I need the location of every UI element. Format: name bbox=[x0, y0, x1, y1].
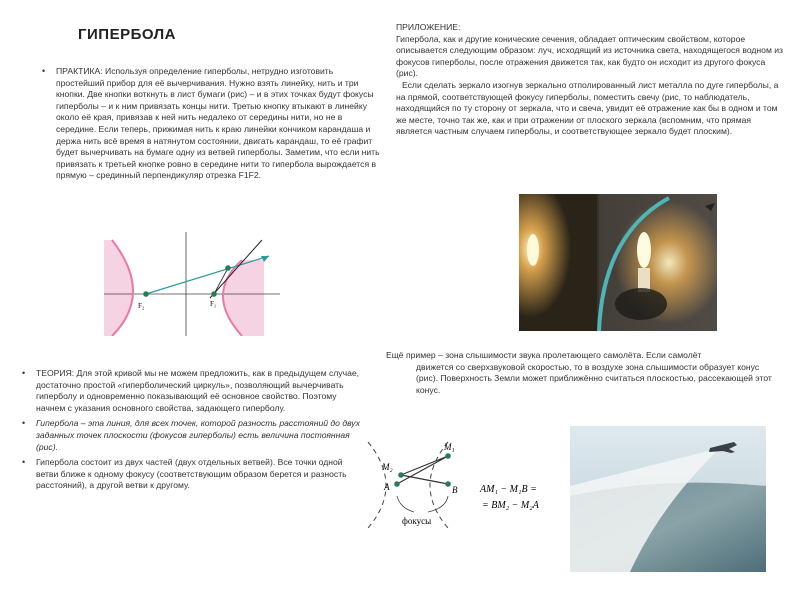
theory-item-3 bbox=[22, 457, 362, 492]
practice-text: ПРАКТИКА: Используя определение гиперболы, нетрудно изготовить простейший прибор для её вычерчивания. Нужно взять линейку, нить и три кнопки. Две кнопки воткнуть в лист бумаги (рис) – и в этих точках будут фокусы гиперболы – и к ним привязать концы нити. Третью кнопку втыкают в линейку около её края, привязав к ней нить недалеко от середины нити, но не в середине. Если теперь, прижимая нить к краю линейки кончиком карандаша и держа нить всё время в натянутом состоянии, двигать карандаш, то её графит будет вычерчивать на бумаге одну из ветвей гиперболы. Заметим, что если нить привязать к третьей кнопке ровно в середине нити то гипербола вырождается в прямую – срединный перпендикуляр отрезка F1F2. bbox=[56, 66, 380, 181]
theory-item-1 bbox=[22, 368, 362, 414]
bullet-icon: • bbox=[42, 66, 46, 76]
appendix-block bbox=[396, 22, 786, 138]
appendix-heading: ПРИЛОЖЕНИЕ: bbox=[396, 22, 461, 32]
foci-label: фокусы bbox=[402, 516, 432, 526]
m2-point bbox=[398, 472, 404, 478]
bullet-icon: • bbox=[22, 418, 26, 429]
formula-line-1: AM₁ − M₁B = bbox=[480, 484, 537, 495]
theory-text-1: ТЕОРИЯ: Для этой кривой мы не можем предложить, как в предыдущем случае, достаточно простой «гиперболический циркуль», позволяющий вычерчивать гиперболу и одновременно показывающий её основное свойство. Поэтому начнем с указания основного свойства, задающего гиперболу. bbox=[36, 368, 360, 413]
example-line-1: Ещё пример – зона слышимости звука пролетающего самолёта. Если самолёт bbox=[386, 350, 702, 360]
theory-block bbox=[22, 368, 362, 496]
f2-label: F₂ bbox=[138, 302, 145, 310]
example-rest: движется со сверхзвуковой скоростью, то в воздухе зона слышимости образует конус (рис). Поверхность Земли может приближённо считаться плоскостью, рассекающей этот конус. bbox=[416, 361, 772, 395]
f1-label: F₁ bbox=[210, 300, 217, 308]
focus-f1-point bbox=[211, 291, 217, 297]
candle-flame-left bbox=[527, 234, 539, 266]
m2-label: M₂ bbox=[382, 462, 393, 472]
bullet-icon: • bbox=[22, 368, 26, 378]
theory-text-2: Гипербола – эта линия, для всех точек, которой разность расстояний до двух заданных точек плоскости (фокусов гиперболы) есть величина постоянная (рис). bbox=[36, 418, 360, 452]
appendix-paragraph-2: Если сделать зеркало изогнув зеркально отполированный лист металла по дуге гиперболы, а на прямой, соответствующей фокусу гиперболы, поместить свечу (рис, то наблюдатель, находящийся по ту сторону от зеркала, что и свеча, увидит её отражение как бы в одном и том же месте, точно так же, как и при отражении от плоского зеркала (вспомним, что прямая является частным случаем гиперболы, и соответствующее зеркало будет плоским). bbox=[396, 79, 779, 137]
m1-label: M₁ bbox=[444, 442, 455, 452]
bullet-icon: • bbox=[22, 457, 26, 468]
focus-a-point bbox=[394, 481, 400, 487]
foci-difference-figure bbox=[364, 438, 580, 532]
appendix-paragraph-1: Гипербола, как и другие конические сечения, обладает оптическим свойством, которое описывается следующим образом: луч, исходящий из источника света, находящегося водном из фокусов гиперболы, после отражения движется так, как будто он исходит из другого фокуса (рис). bbox=[396, 33, 783, 79]
page-title: ГИПЕРБОЛА bbox=[78, 26, 177, 43]
focus-b-point bbox=[445, 481, 451, 487]
distance-lines bbox=[397, 456, 448, 484]
theory-text-3: Гипербола состоит из двух частей (двух отдельных ветвей). Все точки одной ветви ближе к одному фокусу (соответствующим образом берется и разность расстояний), а другой ветви к другому. bbox=[36, 457, 347, 491]
candle-flame-reflection bbox=[637, 232, 651, 268]
a-label: A bbox=[384, 482, 390, 492]
b-label: B bbox=[452, 485, 458, 495]
candle-mirror-photo bbox=[519, 194, 717, 331]
practice-hyperbola-figure bbox=[104, 232, 280, 336]
practice-block bbox=[42, 66, 384, 182]
theory-item-2 bbox=[22, 418, 362, 453]
supersonic-cone-photo bbox=[570, 426, 766, 572]
m1-point bbox=[445, 453, 451, 459]
right-branch-shading bbox=[223, 260, 264, 336]
hyperbola-point bbox=[225, 265, 231, 271]
example-block bbox=[386, 350, 778, 396]
foci-pointer-lines bbox=[397, 496, 448, 512]
focus-f2-point bbox=[143, 291, 149, 297]
right-branch-dashed bbox=[430, 442, 448, 528]
formula-line-2: = BM₂ − M₂A bbox=[482, 500, 539, 511]
left-branch-shading bbox=[104, 240, 133, 336]
